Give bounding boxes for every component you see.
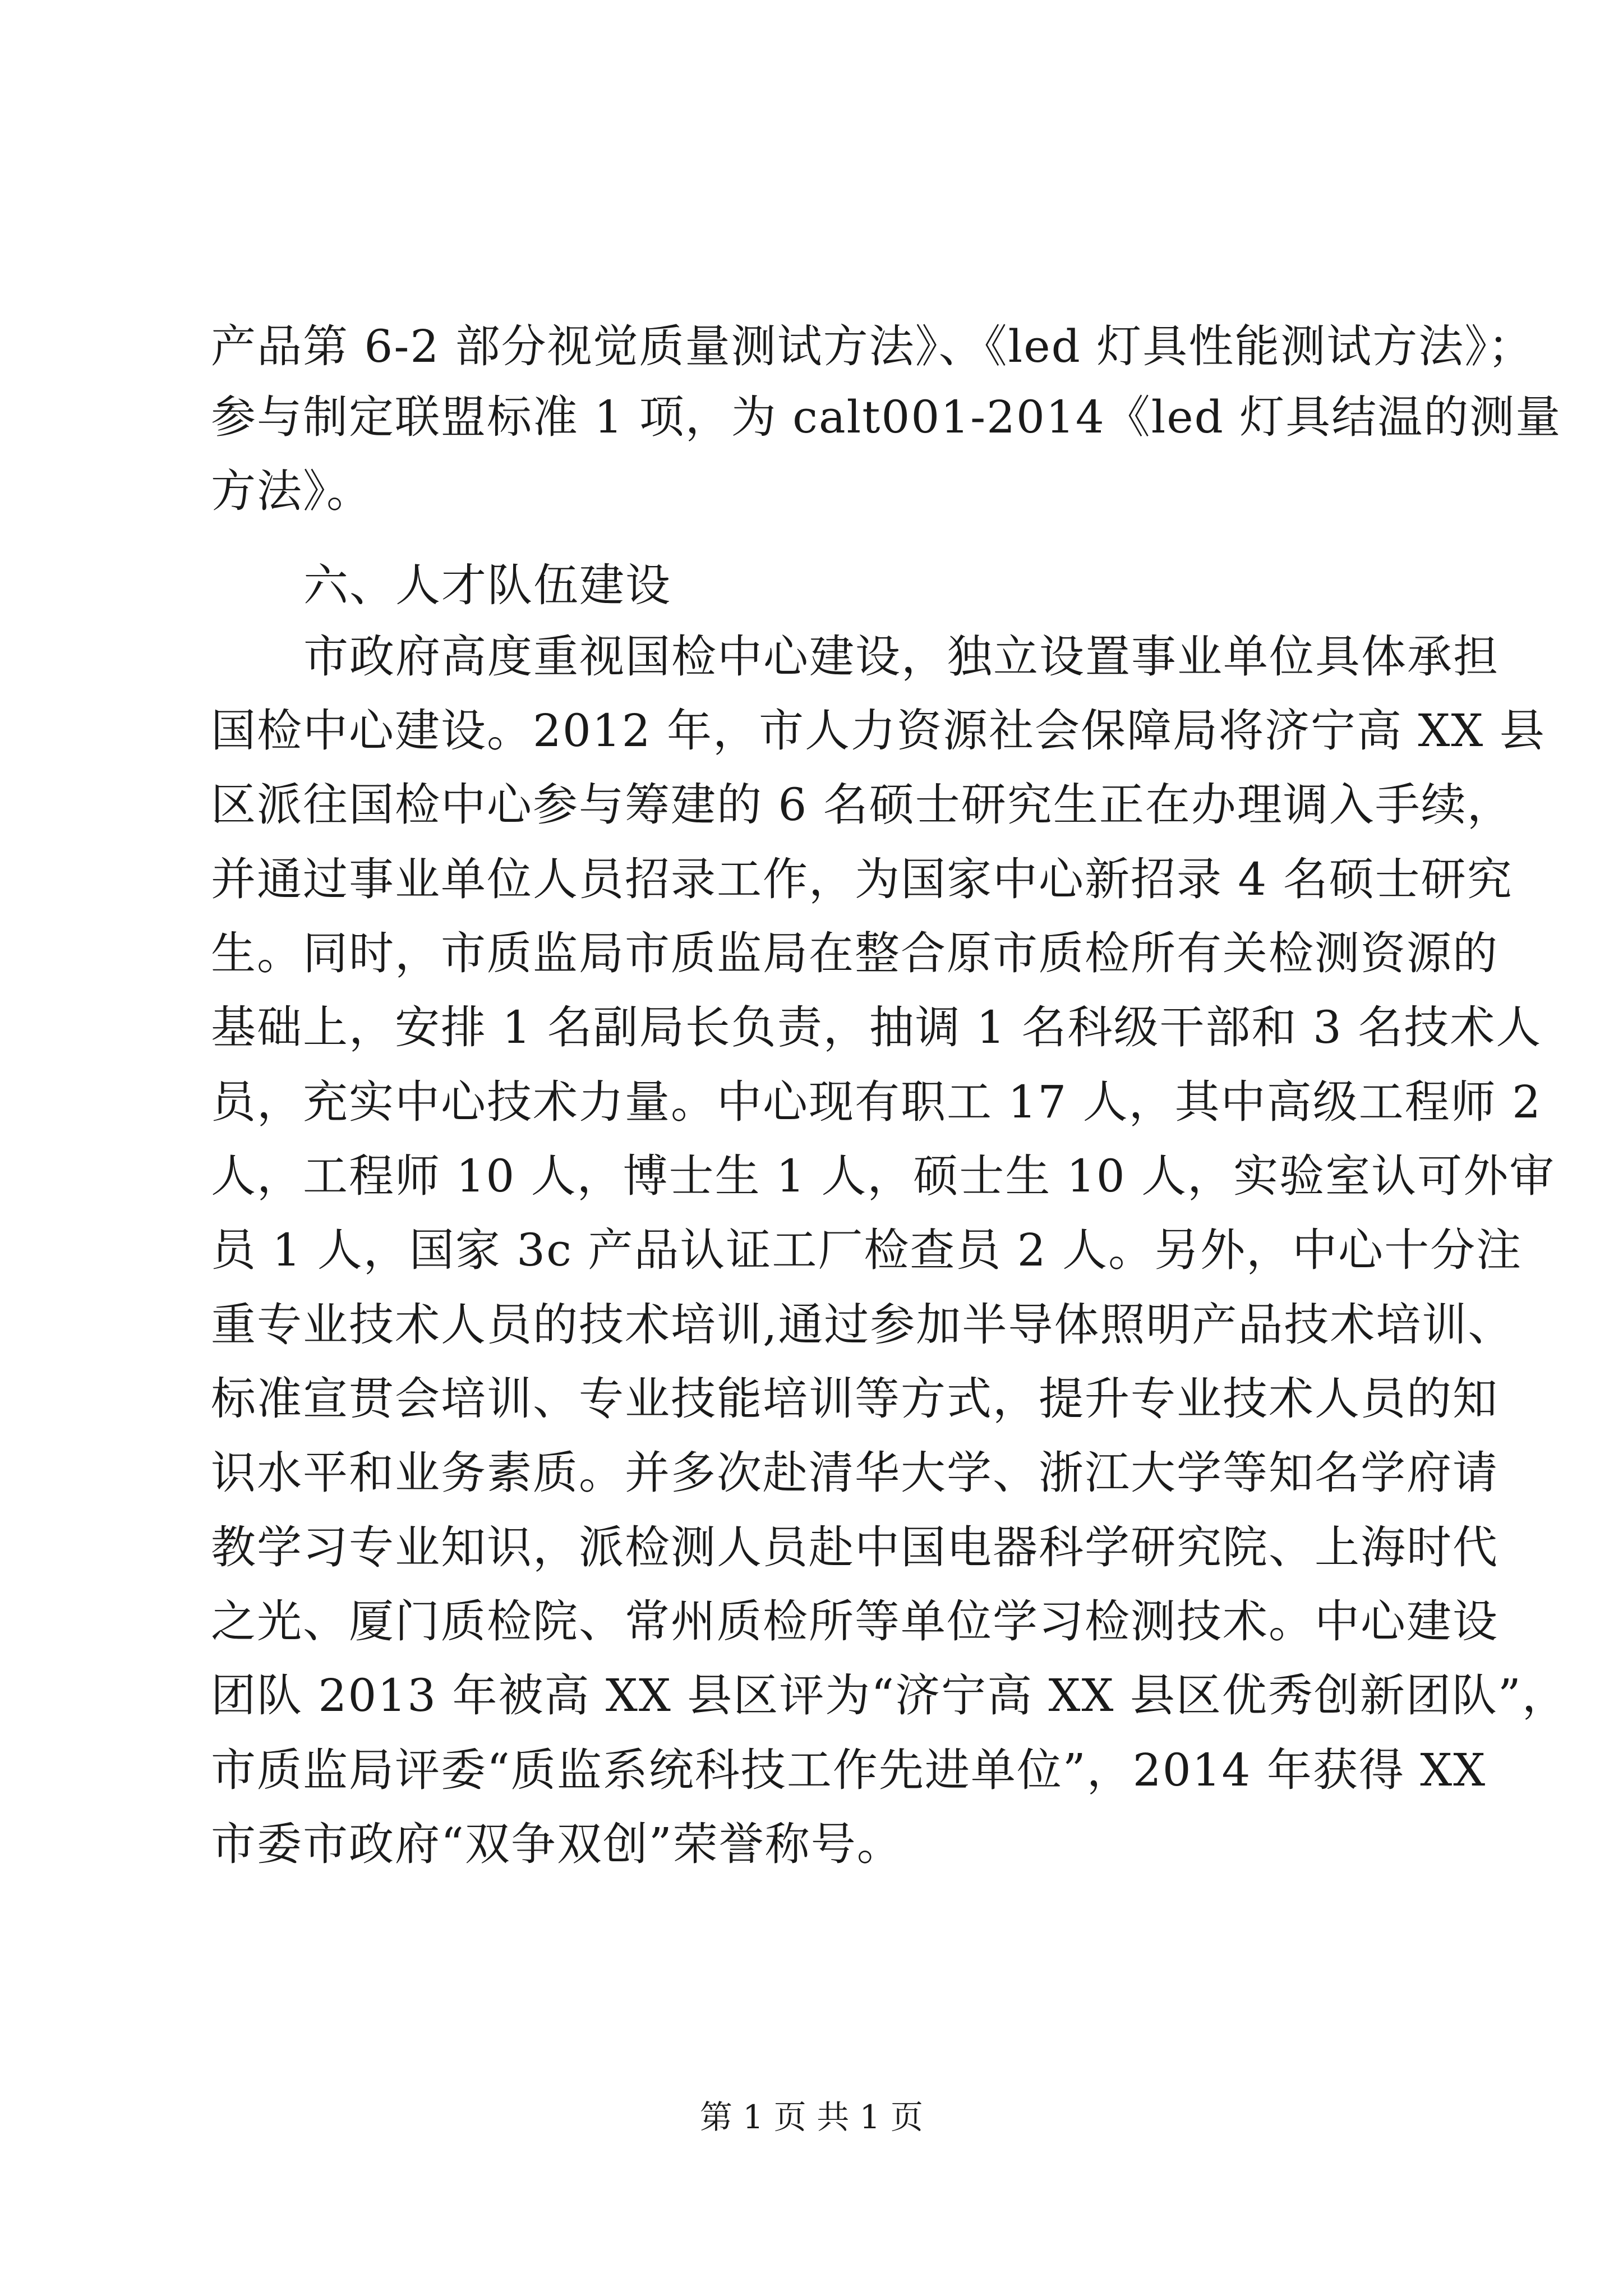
paragraph-line-6: 基础上，安排 1 名副局长负责，抽调 1 名科级干部和 3 名技术人 [211,1001,1542,1053]
text-line-2: 参与制定联盟标准 1 项，为 calt001-2014《led 灯具结温的测量 [211,391,1562,443]
section-heading: 六、人才队伍建设 [303,559,671,611]
paragraph-line-8: 人，工程师 10 人，博士生 1 人，硕士生 10 人，实验室认可外审 [211,1150,1556,1202]
paragraph-line-1: 市政府高度重视国检中心建设，独立设置事业单位具体承担 [303,631,1499,683]
paragraph-line-5: 生。同时，市质监局市质监局在整合原市质检所有关检测资源的 [211,927,1498,979]
paragraph-line-7: 员，充实中心技术力量。中心现有职工 17 人，其中高级工程师 2 [211,1076,1542,1128]
paragraph-line-16: 市质监局评委“质监系统科技工作先进单位”，2014 年获得 XX [211,1744,1487,1796]
paragraph-line-4: 并通过事业单位人员招录工作，为国家中心新招录 4 名硕士研究 [211,853,1513,905]
paragraph-line-17: 市委市政府“双争双创”荣誉称号。 [211,1818,903,1870]
text-line-1: 产品第 6-2 部分视觉质量测试方法》、《led 灯具性能测试方法》； [211,320,1534,372]
paragraph-line-12: 识水平和业务素质。并多次赴清华大学、浙江大学等知名学府请 [211,1447,1498,1499]
paragraph-line-3: 区派往国检中心参与筹建的 6 名硕士研究生正在办理调入手续， [211,779,1513,831]
paragraph-line-2: 国检中心建设。2012 年，市人力资源社会保障局将济宁高 XX 县 [211,705,1546,757]
paragraph-line-15: 团队 2013 年被高 XX 县区评为“济宁高 XX 县区优秀创新团队”， [211,1669,1568,1722]
paragraph-line-13: 教学习专业知识，派检测人员赴中国电器科学研究院、上海时代 [211,1521,1498,1573]
page-footer: 第 1 页 共 1 页 [700,2098,923,2136]
paragraph-line-11: 标准宣贯会培训、专业技能培训等方式，提升专业技术人员的知 [211,1373,1498,1425]
text-line-3: 方法》。 [211,465,372,517]
paragraph-line-10: 重专业技术人员的技术培训,通过参加半导体照明产品技术培训、 [211,1299,1514,1351]
paragraph-line-14: 之光、厦门质检院、常州质检所等单位学习检测技术。中心建设 [211,1595,1498,1648]
paragraph-line-9: 员 1 人，国家 3c 产品认证工厂检查员 2 人。另外，中心十分注 [211,1224,1523,1276]
